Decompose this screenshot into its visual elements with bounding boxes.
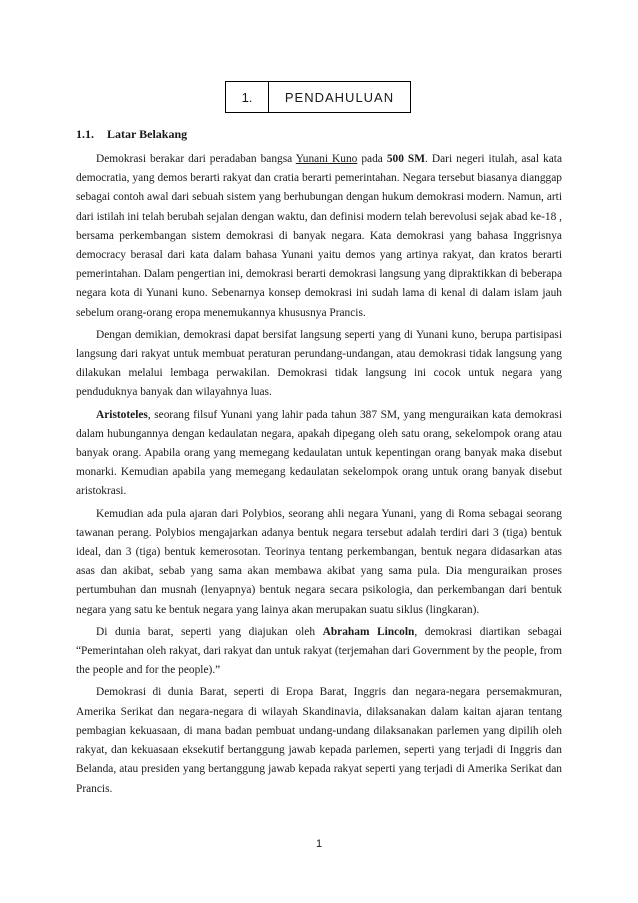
- chapter-title: PENDAHULUAN: [284, 89, 395, 105]
- paragraph-text: pada: [357, 153, 387, 165]
- paragraph-5: [76, 623, 562, 681]
- paragraph-6: Demokrasi di dunia Barat, seperti di Eropa Barat, Inggris dan negara-negara persemakmuran, Amerika Serikat dan negara-negara di wilayah Skandinavia, dilaksanakan dalam kaitan ajaran tentang pembagian kekuasaan, di mana badan pembuat undang-undang dilaksanakan parlemen yang dipilih oleh rakyat, dan kekuasaan eksekutif bertanggung jawab kepada parlemen, seperti yang terjadi di Inggris dan Belanda, atau presiden yang bertanggung jawab kepada rakyat seperti yang terjadi di Amerika Serikat dan Prancis.: [76, 686, 562, 795]
- paragraph-text: Demokrasi berakar dari peradaban bangsa: [96, 153, 296, 165]
- paragraph-text: . Dari negeri itulah, asal kata democratia, yang demos berarti rakyat dan cratia berarti pemerintahan. Negara tersebut biasanya dianggap sebagai contoh awal dari sebuah sistem yang berhubungan dengan hukum demokrasi modern. Namun, arti dari istilah ini telah berubah sejalan dengan waktu, dan definisi modern telah berevolusi sejak abad ke-18 , bersama perkembangan sistem demokrasi di banyak negara. Kata demokrasi yang bahasa Inggrisnya democracy berasal dari kata dalam bahasa Yunani yaitu demos yang artinya rakyat, dan kratos berarti pemerintahan. Dalam pengertian ini, demokrasi berarti demokrasi langsung yang dipraktikkan di beberapa negara kota di Yunani kuno. Sebenarnya konsep demokrasi ini sudah lama di kenal di dalam islam jauh sebelum orang-orang eropa menemukannya khususnya Prancis.: [76, 153, 562, 319]
- section-title: Latar Belakang: [107, 127, 188, 141]
- paragraph-3: [76, 406, 562, 502]
- section-number: 1.1.: [76, 127, 94, 141]
- chapter-heading-box: [225, 81, 411, 113]
- bold-name: Abraham Lincoln: [322, 625, 415, 638]
- paragraph-text: , demokrasi diartikan sebagai “Pemerintahan oleh rakyat, dari rakyat dan untuk rakyat (terjemahan dari Government by the people, from the people and for the people).”: [76, 625, 562, 677]
- section-heading: [76, 127, 187, 142]
- bold-name: Aristoteles: [96, 408, 148, 421]
- bold-term: 500 SM: [386, 153, 426, 165]
- paragraph-2: Dengan demikian, demokrasi dapat bersifat langsung seperti yang di Yunani kuno, berupa partisipasi langsung dari rakyat untuk membuat peraturan perundang-undangan, atau demokrasi tidak langsung yang dilakukan melalui lembaga perwakilan. Demokrasi tidak langsung ini cocok untuk negara yang penduduknya banyak dan wilayahnya luas.: [76, 328, 562, 399]
- chapter-number: 1.: [226, 82, 269, 112]
- paragraph-4: Kemudian ada pula ajaran dari Polybios, seorang ahli negara Yunani, yang di Roma sebagai seorang tawanan perang. Polybios mengajarkan adanya bentuk negara tersebut adalah terdiri dari 3 (tiga) bentuk ideal, dan 3 (tiga) bentuk kemerosotan. Teorinya tentang perkembangan, bentuk negara didasarkan atas asas dan akibat, sebab yang sama akan membawa akibat yang sama pula. Dia menguraikan proses pertumbuhan dan musnah (lenyapnya) bentuk negara secara psikologia, dan perkembangan dari bentuk negara yang satu ke bentuk negara yang lainya akan merupakan suatu siklus (lingkaran).: [76, 507, 562, 616]
- paragraph-1: [76, 150, 562, 323]
- body-text: [76, 150, 562, 802]
- page-number: 1: [315, 838, 323, 850]
- paragraph-text: Di dunia barat, seperti yang diajukan oleh: [96, 625, 323, 638]
- paragraph-text: , seorang filsuf Yunani yang lahir pada tahun 387 SM, yang menguraikan kata demokrasi dalam hubungannya dengan kedaulatan negara, apakah dipegang oleh satu orang, sekelompok orang atau banyak orang. Apabila orang yang memegang kedaulatan untuk kepentingan orang banyak maka disebut monarki. Kemudian apabila yang memegang kedaulatan sekelompok orang untuk orang banyak disebut aristokrasi.: [76, 408, 562, 498]
- underlined-term: Yunani Kuno: [295, 153, 358, 165]
